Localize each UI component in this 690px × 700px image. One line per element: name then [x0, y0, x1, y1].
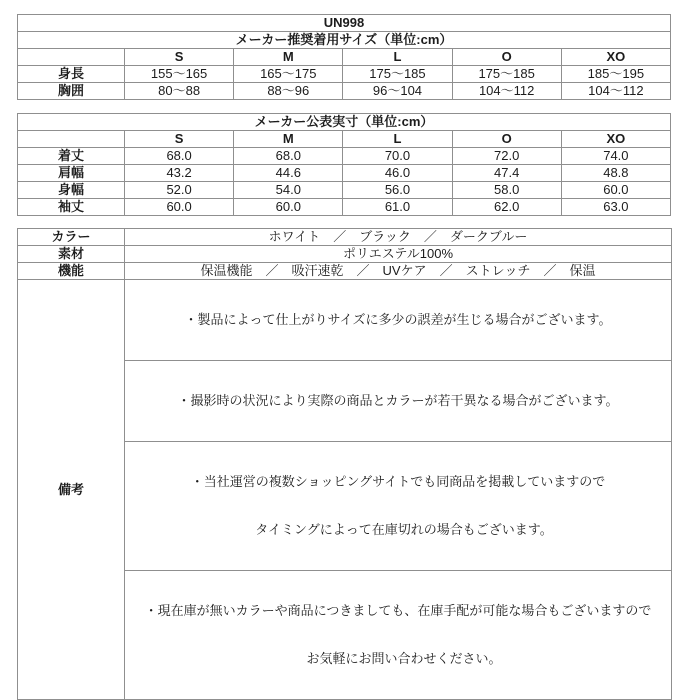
- cell: 54.0: [234, 182, 343, 199]
- cell: 63.0: [561, 199, 670, 216]
- col-header-xo: XO: [561, 131, 670, 148]
- actual-measurement-title: メーカー公表実寸（単位:cm）: [18, 114, 671, 131]
- table-title-row: [18, 32, 671, 49]
- cell: 74.0: [561, 148, 670, 165]
- table-row-body-length: [18, 148, 671, 165]
- col-header-xo: XO: [561, 49, 670, 66]
- recommended-size-table: [17, 14, 671, 100]
- row-label-function: 機能: [18, 263, 125, 280]
- product-code: UN998: [18, 15, 671, 32]
- row-label-shoulder-width: 肩幅: [18, 165, 125, 182]
- cell: 175～185: [343, 66, 452, 83]
- row-label-body-length: 着丈: [18, 148, 125, 165]
- col-header-s: S: [125, 131, 234, 148]
- cell: 60.0: [561, 182, 670, 199]
- size-spec-sheet: [17, 14, 671, 700]
- col-header-o: O: [452, 131, 561, 148]
- cell: 48.8: [561, 165, 670, 182]
- row-label-color: カラー: [18, 229, 125, 246]
- corner-cell: [18, 49, 125, 66]
- row-label-height: 身長: [18, 66, 125, 83]
- cell: 72.0: [452, 148, 561, 165]
- material-value: ポリエステル100%: [125, 246, 672, 263]
- corner-cell: [18, 131, 125, 148]
- function-value: 保温機能 ／ 吸汗速乾 ／ UVケア ／ ストレッチ ／ 保温: [125, 263, 672, 280]
- cell: 44.6: [234, 165, 343, 182]
- cell: 61.0: [343, 199, 452, 216]
- row-label-sleeve-length: 袖丈: [18, 199, 125, 216]
- note-line: タイミングによって在庫切れの場合もございます。: [255, 522, 553, 537]
- table-row-shoulder-width: [18, 165, 671, 182]
- note-line: ・撮影時の状況により実際の商品とカラーが若干異なる場合がございます。: [177, 393, 619, 408]
- cell: 165～175: [234, 66, 343, 83]
- cell: 46.0: [343, 165, 452, 182]
- product-attributes-table: [17, 228, 672, 700]
- table-row-chest: [18, 83, 671, 100]
- table-row-height: [18, 66, 671, 83]
- cell: 80～88: [125, 83, 234, 100]
- note-cell: [125, 361, 672, 442]
- cell: 62.0: [452, 199, 561, 216]
- size-header-row: [18, 49, 671, 66]
- cell: 58.0: [452, 182, 561, 199]
- table-row-function: [18, 263, 672, 280]
- cell: 52.0: [125, 182, 234, 199]
- col-header-m: M: [234, 131, 343, 148]
- size-header-row: [18, 131, 671, 148]
- note-cell: [125, 280, 672, 361]
- color-value: ホワイト ／ ブラック ／ ダークブルー: [125, 229, 672, 246]
- row-label-notes: 備考: [18, 280, 125, 700]
- col-header-m: M: [234, 49, 343, 66]
- cell: 56.0: [343, 182, 452, 199]
- cell: 60.0: [234, 199, 343, 216]
- cell: 68.0: [125, 148, 234, 165]
- table-title-row: [18, 114, 671, 131]
- note-line: ・現在庫が無いカラーや商品につきましても、在庫手配が可能な場合もございますので: [144, 603, 652, 618]
- cell: 43.2: [125, 165, 234, 182]
- recommended-size-title: メーカー推奨着用サイズ（単位:cm）: [18, 32, 671, 49]
- col-header-o: O: [452, 49, 561, 66]
- row-label-body-width: 身幅: [18, 182, 125, 199]
- cell: 96～104: [343, 83, 452, 100]
- table-row-sleeve-length: [18, 199, 671, 216]
- cell: 88～96: [234, 83, 343, 100]
- note-cell: [125, 571, 672, 700]
- table-row-color: [18, 229, 672, 246]
- cell: 175～185: [452, 66, 561, 83]
- cell: 104～112: [452, 83, 561, 100]
- cell: 60.0: [125, 199, 234, 216]
- col-header-l: L: [343, 49, 452, 66]
- row-label-material: 素材: [18, 246, 125, 263]
- cell: 185～195: [561, 66, 670, 83]
- table-row-material: [18, 246, 672, 263]
- cell: 68.0: [234, 148, 343, 165]
- note-line: ・製品によって仕上がりサイズに多少の誤差が生じる場合がございます。: [184, 312, 612, 327]
- col-header-l: L: [343, 131, 452, 148]
- cell: 155～165: [125, 66, 234, 83]
- table-row-body-width: [18, 182, 671, 199]
- cell: 70.0: [343, 148, 452, 165]
- product-code-row: [18, 15, 671, 32]
- row-label-chest: 胸囲: [18, 83, 125, 100]
- cell: 104～112: [561, 83, 670, 100]
- note-line: ・当社運営の複数ショッピングサイトでも同商品を掲載していますので: [190, 474, 606, 489]
- note-cell: [125, 442, 672, 571]
- cell: 47.4: [452, 165, 561, 182]
- note-line: お気軽にお問い合わせください。: [306, 651, 502, 666]
- table-row-note-1: [18, 280, 672, 361]
- col-header-s: S: [125, 49, 234, 66]
- actual-measurement-table: [17, 113, 671, 216]
